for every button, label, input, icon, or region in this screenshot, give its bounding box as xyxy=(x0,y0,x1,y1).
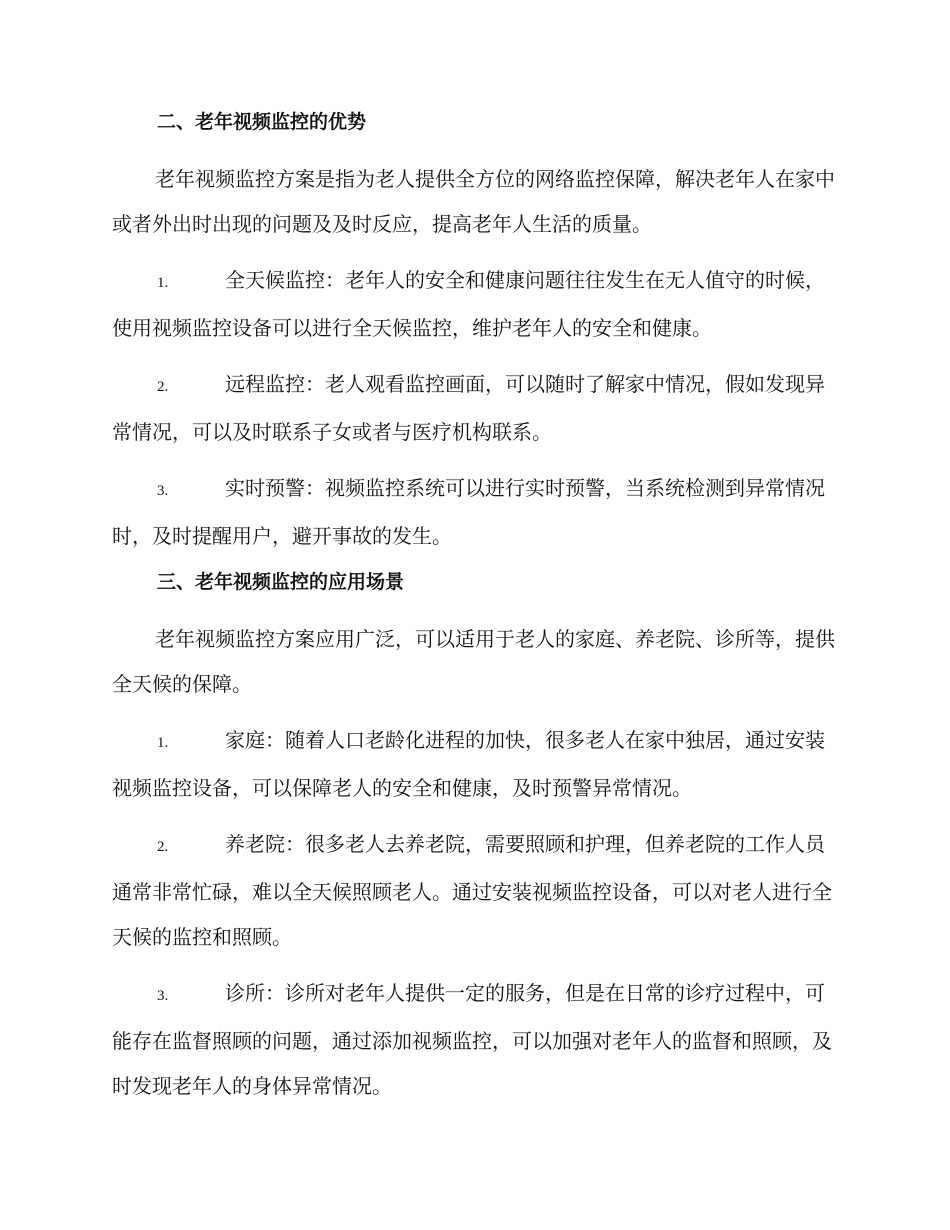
list-text: 全天候监控：老年人的安全和健康问题往往发生在无人值守的时候，使用视频监控设备可以进行全天候监控，维护老年人的安全和健康。 xyxy=(112,268,825,340)
section-intro-advantages: 老年视频监控方案是指为老人提供全方位的网络监控保障，解决老年人在家中或者外出时出现的问题及及时反应，提高老年人生活的质量。 xyxy=(112,167,835,236)
list-item xyxy=(112,718,837,811)
list-text: 远程监控：老人观看监控画面，可以随时了解家中情况，假如发现异常情况，可以及时联系子女或者与医疗机构联系。 xyxy=(112,372,825,444)
list-number: 3. xyxy=(157,988,169,1004)
section-intro-scenarios: 老年视频监控方案应用广泛，可以适用于老人的家庭、养老院、诊所等，提供全天候的保障。 xyxy=(112,627,835,696)
list-item xyxy=(112,466,837,559)
list-number: 2. xyxy=(157,379,169,395)
list-text: 养老院：很多老人去养老院，需要照顾和护理，但养老院的工作人员通常非常忙碌，难以全天候照顾老人。通过安装视频监控设备，可以对老人进行全天候的监控和照顾。 xyxy=(112,832,832,949)
list-text: 诊所：诊所对老年人提供一定的服务，但是在日常的诊疗过程中，可能存在监督照顾的问题，通过添加视频监控，可以加强对老年人的监督和照顾，及时发现老年人的身体异常情况。 xyxy=(112,981,832,1098)
list-number: 1. xyxy=(157,275,169,291)
section-heading-scenarios: 三、老年视频监控的应用场景 xyxy=(157,571,405,593)
section-heading-advantages: 二、老年视频监控的优势 xyxy=(157,111,367,133)
list-number: 2. xyxy=(157,839,169,855)
list-text: 家庭：随着人口老龄化进程的加快，很多老人在家中独居，通过安装视频监控设备，可以保障老人的安全和健康，及时预警异常情况。 xyxy=(112,728,825,800)
list-item xyxy=(112,362,837,455)
list-item xyxy=(112,971,837,1109)
list-text: 实时预警：视频监控系统可以进行实时预警，当系统检测到异常情况时，及时提醒用户，避开事故的发生。 xyxy=(112,476,825,548)
list-number: 1. xyxy=(157,735,169,751)
list-number: 3. xyxy=(157,483,169,499)
document-page xyxy=(112,110,837,1120)
list-item xyxy=(112,258,837,351)
list-item xyxy=(112,822,837,960)
